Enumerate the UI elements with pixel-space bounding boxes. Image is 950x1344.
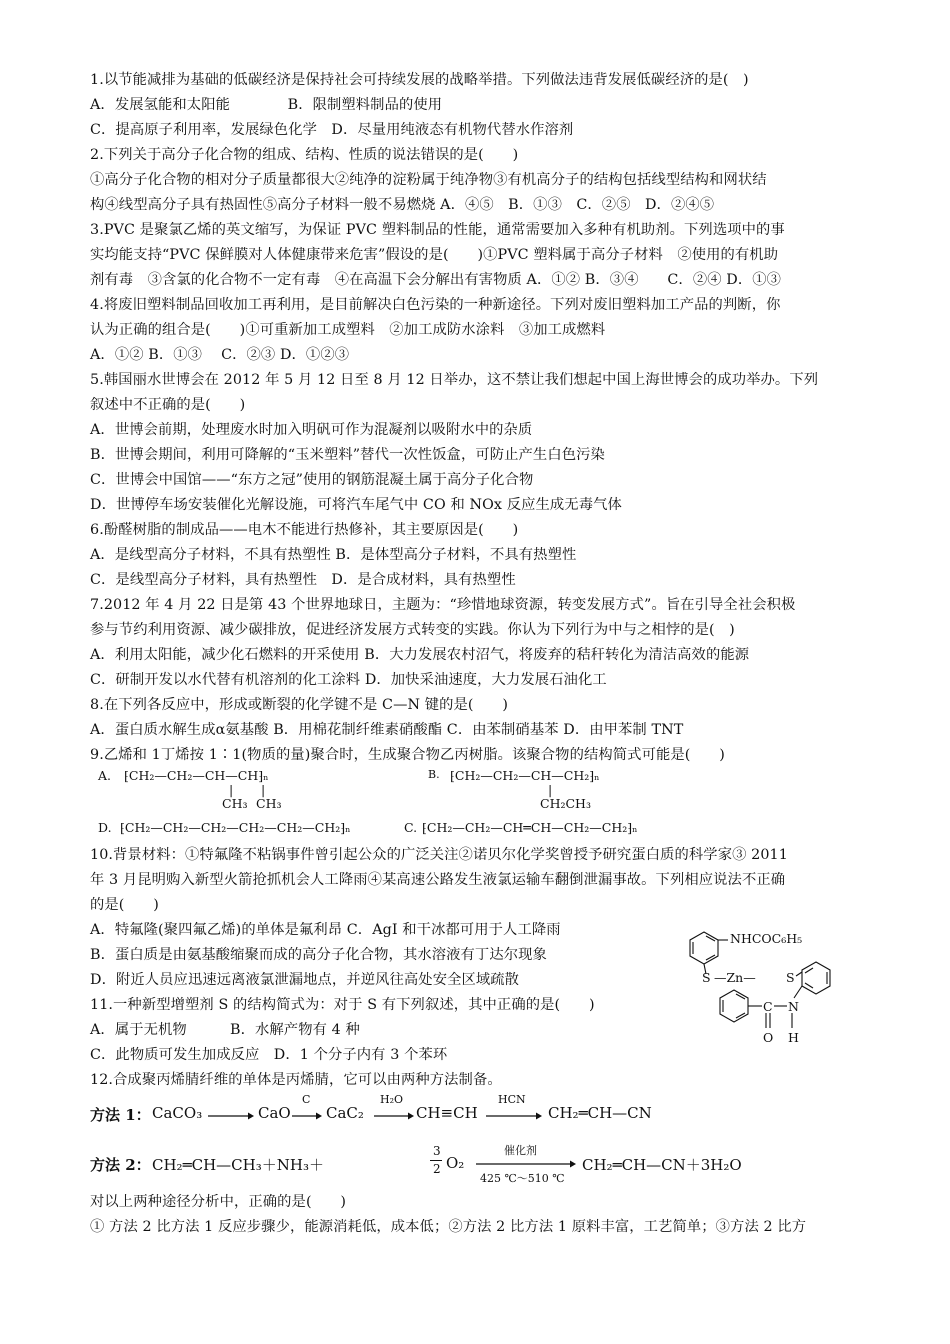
q9-option-a-methyl-1: CH₃: [222, 796, 248, 811]
carbonyl-carbon-label: C: [763, 999, 773, 1014]
q3-options: 剂有毒 ③含氯的化合物不一定有毒 ④在高温下会分解出有害物质 A．①② B．③④ C．②④ D．①③: [90, 272, 782, 288]
method-1-reagent-water: H₂O: [380, 1093, 404, 1106]
q1-options-ab: A．发展氢能和太阳能 B．限制塑料制品的使用: [90, 97, 443, 113]
method-1-reagent-carbon: C: [302, 1093, 311, 1106]
method-1-acetylene: CH≡CH: [416, 1104, 478, 1122]
method-1-calcium-oxide: CaO: [258, 1104, 291, 1122]
sulfur-left-label: S: [702, 970, 711, 985]
q5-option-b: B．世博会期间，利用可降解的“玉米塑料”替代一次性饭盒，可防止产生白色污染: [90, 447, 605, 463]
q10-stem: 10.背景材料：①特氟隆不粘锅事件曾引起公众的广泛关注②诺贝尔化学奖曾授予研究蛋白质的科学家③ 2011: [90, 847, 788, 863]
q9-option-d-chain: ⁅CH₂—CH₂—CH₂—CH₂—CH₂—CH₂⁆ₙ: [120, 820, 351, 835]
q4-stem-2: 认为正确的组合是( )①可重新加工成塑料 ②加工成防水涂料 ③加工成燃料: [90, 322, 606, 338]
q9-option-a-chain: ⁅CH₂—CH₂—CH—CH⁆ₙ: [124, 768, 269, 783]
q4-options: A．①② B．①③ C．②③ D．①②③: [90, 347, 350, 363]
q9-option-a-label: A.: [98, 768, 112, 783]
method-2-reactants: CH₂═CH—CH₃＋NH₃＋: [152, 1156, 324, 1174]
hydrogen-label: H: [788, 1030, 799, 1045]
q7-stem-2: 参与节约利用资源、减少碳排放，促进经济发展方式转变的实践。你认为下列行为中与之相悖的是( ): [90, 622, 735, 638]
q6-options-ab: A．是线型高分子材料，不具有热塑性 B．是体型高分子材料，不具有热塑性: [90, 547, 577, 563]
q5-option-a: A．世博会前期，处理废水时加入明矾可作为混凝剂以吸附水中的杂质: [90, 422, 533, 438]
method-2-catalyst: 催化剂: [504, 1144, 537, 1157]
q4-stem: 4.将废旧塑料制品回收加工再利用，是目前解决白色污染的一种新途径。下列对废旧塑料加工产品的判断，你: [90, 297, 781, 313]
method-1-arrow-2: [292, 1112, 322, 1120]
q12-statements: ① 方法 2 比方法 1 反应步骤少，能源消耗低，成本低；②方法 2 比方法 1 原料丰富，工艺简单；③方法 2 比方: [90, 1219, 807, 1235]
method-2-oxygen: O₂: [446, 1154, 465, 1172]
method-1-acrylonitrile: CH₂═CH—CN: [548, 1104, 652, 1122]
q7-options-ab: A．利用太阳能，减少化石燃料的开采使用 B．大力发展农村沼气，将废弃的秸秆转化为清洁高效的能源: [90, 647, 750, 663]
q9-option-b-ethyl: CH₂CH₃: [540, 796, 591, 811]
q9-option-a-methyl-2: CH₃: [256, 796, 282, 811]
q10-stem-2: 年 3 月昆明购入新型火箭抢抓机会人工降雨④某高速公路发生液氯运输车翻倒泄漏事故。下列相应说法不正确: [90, 872, 786, 888]
q9-option-c-label: C.: [404, 820, 418, 835]
method-2-equation: [90, 1144, 742, 1188]
q8-options: A．蛋白质水解生成α氨基酸 B．用棉花制纤维素硝酸酯 C．由苯制硝基苯 D．由甲苯制 TNT: [90, 722, 684, 738]
method-1-arrow-3: [374, 1112, 414, 1120]
oxygen-label: O: [763, 1030, 774, 1045]
nitrogen-label: N: [788, 999, 799, 1014]
method-1-calcium-carbonate: CaCO₃: [152, 1104, 203, 1122]
q3-stem: 3.PVC 是聚氯乙烯的英文缩写，为保证 PVC 塑料制品的性能，通常需要加入多种有机助剂。下列选项中的事: [90, 222, 785, 238]
q1-options-cd: C．提高原子利用率，发展绿色化学 D．尽量用纯液态有机物代替水作溶剂: [90, 122, 574, 138]
q8-stem: 8.在下列各反应中，形成或断裂的化学键不是 C—N 键的是( ): [90, 697, 509, 713]
q11-options-ab: A．属于无机物 B．水解产物有 4 种: [90, 1022, 360, 1038]
q9-option-a-structure: A. ⁅CH₂—CH₂—CH—CH⁆ₙ | | CH₃ CH₃: [98, 768, 282, 811]
q2-statements: ①高分子化合物的相对分子质量都很大②纯净的淀粉属于纯净物③有机高分子的结构包括线型结构和网状结: [90, 172, 767, 188]
q9-stem: 9.乙烯和 1丁烯按 1∶1(物质的量)聚合时，生成聚合物乙丙树脂。该聚合物的结构简式可能是( ): [90, 747, 725, 763]
q2-stem: 2.下列关于高分子化合物的组成、结构、性质的说法错误的是( ): [90, 147, 519, 163]
q11-stem: 11.一种新型增塑剂 S 的结构简式为：对于 S 有下列叙述，其中正确的是( ): [90, 997, 595, 1013]
method-1-calcium-carbide: CaC₂: [326, 1104, 364, 1122]
method-2-fraction-denominator: 2: [433, 1162, 441, 1176]
q1-stem: 1.以节能减排为基础的低碳经济是保持社会可持续发展的战略举措。下列做法违背发展低碳经济的是( ): [90, 72, 749, 88]
method-1-arrow-4: [486, 1112, 542, 1120]
q9-option-c-structure: [404, 820, 704, 840]
plasticizer-s-structure: [684, 928, 854, 1058]
q10-options-ac: A．特氟隆(聚四氟乙烯)的单体是氟利昂 C．AgI 和干冰都可用于人工降雨: [90, 922, 561, 938]
method-2-temperature: 425 ℃～510 ℃: [480, 1172, 565, 1185]
q12-analysis-stem: 对以上两种途径分析中，正确的是( ): [90, 1194, 347, 1210]
amide-group-label: NHCOC₆H₅: [730, 931, 803, 946]
q5-stem-2: 叙述中不正确的是( ): [90, 397, 246, 413]
q9-option-b-chain: ⁅CH₂—CH₂—CH—CH₂⁆ₙ: [450, 768, 600, 783]
q6-stem: 6.酚醛树脂的制成品——电木不能进行热修补，其主要原因是( ): [90, 522, 519, 538]
sulfur-right-label: S: [786, 970, 795, 985]
q5-option-c: C．世博会中国馆——“东方之冠”使用的钢筋混凝土属于高分子化合物: [90, 472, 534, 488]
q11-options-cd: C．此物质可发生加成反应 D．1 个分子内有 3 个苯环: [90, 1047, 448, 1063]
q9-option-d-label: D.: [98, 820, 112, 835]
q10-stem-3: 的是( ): [90, 897, 159, 913]
q9-option-c-chain: ⁅CH₂—CH₂—CH═CH—CH₂—CH₂⁆ₙ: [422, 820, 638, 835]
q9-option-b-structure: B. ⁅CH₂—CH₂—CH—CH₂⁆ₙ | CH₂CH₃: [428, 768, 600, 811]
q10-option-b: B．蛋白质是由氨基酸缩聚而成的高分子化合物，其水溶液有丁达尔现象: [90, 947, 547, 963]
method-2-label: 方法 2：: [90, 1156, 151, 1174]
method-1-label: 方法 1：: [90, 1106, 151, 1124]
method-2-products: CH₂═CH—CN＋3H₂O: [582, 1156, 742, 1174]
method-1-equation: [90, 1093, 690, 1134]
method-2-arrow: [476, 1160, 576, 1168]
q5-option-d: D．世博停车场安装催化光解设施，可将汽车尾气中 CO 和 NOx 反应生成无毒气体: [90, 497, 622, 513]
q10-option-d: D．附近人员应迅速远离液氯泄漏地点，并逆风往高处安全区域疏散: [90, 972, 520, 988]
method-1-reagent-hcn: HCN: [498, 1093, 526, 1106]
q3-stem-2: 实均能支持“PVC 保鲜膜对人体健康带来危害”假设的是( )①PVC 塑料属于高分子材料 ②使用的有机助: [90, 247, 779, 263]
q7-options-cd: C．研制开发以水代替有机溶剂的化工涂料 D．加快采油速度，大力发展石油化工: [90, 672, 607, 688]
q2-options: 构④线型高分子具有热固性⑤高分子材料一般不易燃烧 A．④⑤ B．①③ C．②⑤ D．②④⑤: [90, 197, 715, 213]
q12-stem: 12.合成聚丙烯腈纤维的单体是丙烯腈，它可以由两种方法制备。: [90, 1072, 502, 1088]
q6-options-cd: C．是线型高分子材料，具有热塑性 D．是合成材料，具有热塑性: [90, 572, 516, 588]
zinc-label: —Zn—: [714, 970, 756, 985]
q5-stem: 5.韩国丽水世博会在 2012 年 5 月 12 日至 8 月 12 日举办，这不禁让我们想起中国上海世博会的成功举办。下列: [90, 372, 819, 388]
method-2-fraction-numerator: 3: [433, 1144, 441, 1158]
q9-option-d-structure: [98, 820, 408, 840]
q7-stem: 7.2012 年 4 月 22 日是第 43 个世界地球日，主题为：“珍惜地球资源，转变发展方式”。旨在引导全社会积极: [90, 597, 796, 613]
q9-option-b-label: B.: [428, 768, 440, 781]
method-1-arrow-1: [208, 1112, 254, 1120]
